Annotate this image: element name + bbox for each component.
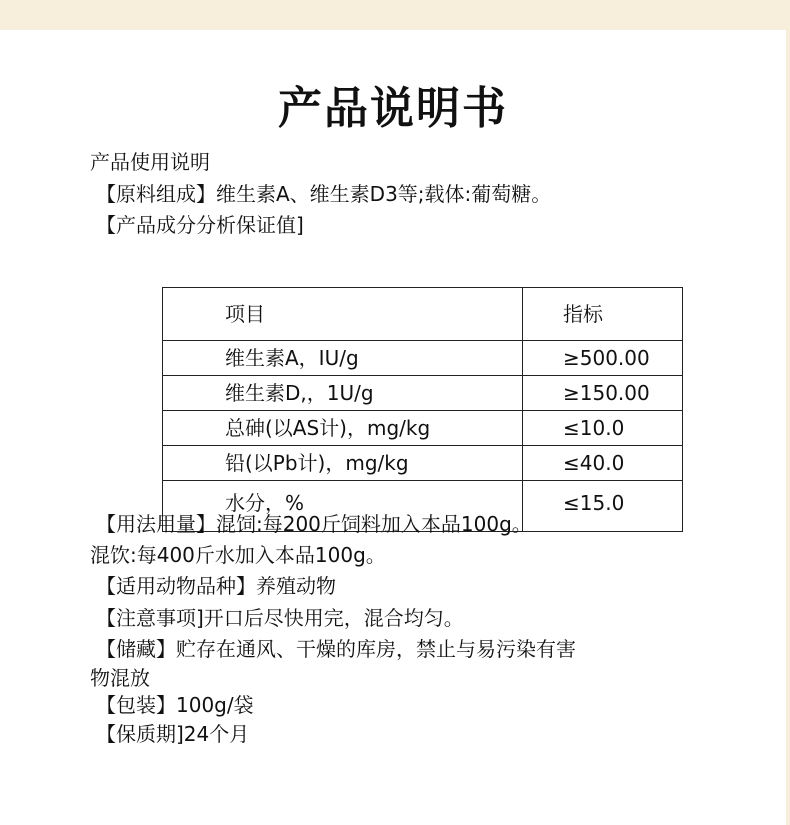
analysis-heading: 【产品成分分析保证值] [96, 213, 304, 237]
target-animals-text: 【适用动物品种】养殖动物 [96, 574, 336, 598]
drinking-dosage-text: 混饮:每400斤水加入本品100g。 [90, 543, 386, 567]
row-value: ≤40.0 [523, 446, 683, 481]
header-value: 指标 [523, 288, 683, 341]
shelf-life-text: 【保质期]24个月 [96, 722, 250, 746]
dosage-text: 【用法用量】混饲:每200斤饲料加入本品100g。 [96, 512, 532, 536]
page-title: 产品说明书 [278, 83, 508, 134]
row-item: 总砷(以AS计)，mg/kg [163, 411, 523, 446]
row-item: 维生素D,，1U/g [163, 376, 523, 411]
usage-heading: 产品使用说明 [90, 150, 210, 174]
table-row [163, 446, 683, 481]
composition-text: 【原料组成】维生素A、维生素D3等;载体:葡萄糖。 [96, 182, 552, 206]
storage-text-continued: 物混放 [90, 666, 150, 690]
table-row [163, 376, 683, 411]
header-item: 项目 [163, 288, 523, 341]
row-value: ≥500.00 [523, 341, 683, 376]
row-value: ≥150.00 [523, 376, 683, 411]
instruction-sheet [0, 30, 786, 825]
table-header-row [163, 288, 683, 341]
row-item: 铅(以Pb计)，mg/kg [163, 446, 523, 481]
row-item: 维生素A，IU/g [163, 341, 523, 376]
table-row [163, 411, 683, 446]
row-value: ≤15.0 [523, 481, 683, 532]
guaranteed-values-table [162, 287, 683, 532]
notice-text: 【注意事项]开口后尽快用完，混合均匀。 [96, 606, 464, 630]
package-text: 【包装】100g/袋 [96, 693, 254, 717]
row-value: ≤10.0 [523, 411, 683, 446]
table-row [163, 341, 683, 376]
storage-text: 【储藏】贮存在通风、干燥的库房，禁止与易污染有害 [96, 637, 576, 661]
row-item: 水分，% [163, 481, 523, 532]
